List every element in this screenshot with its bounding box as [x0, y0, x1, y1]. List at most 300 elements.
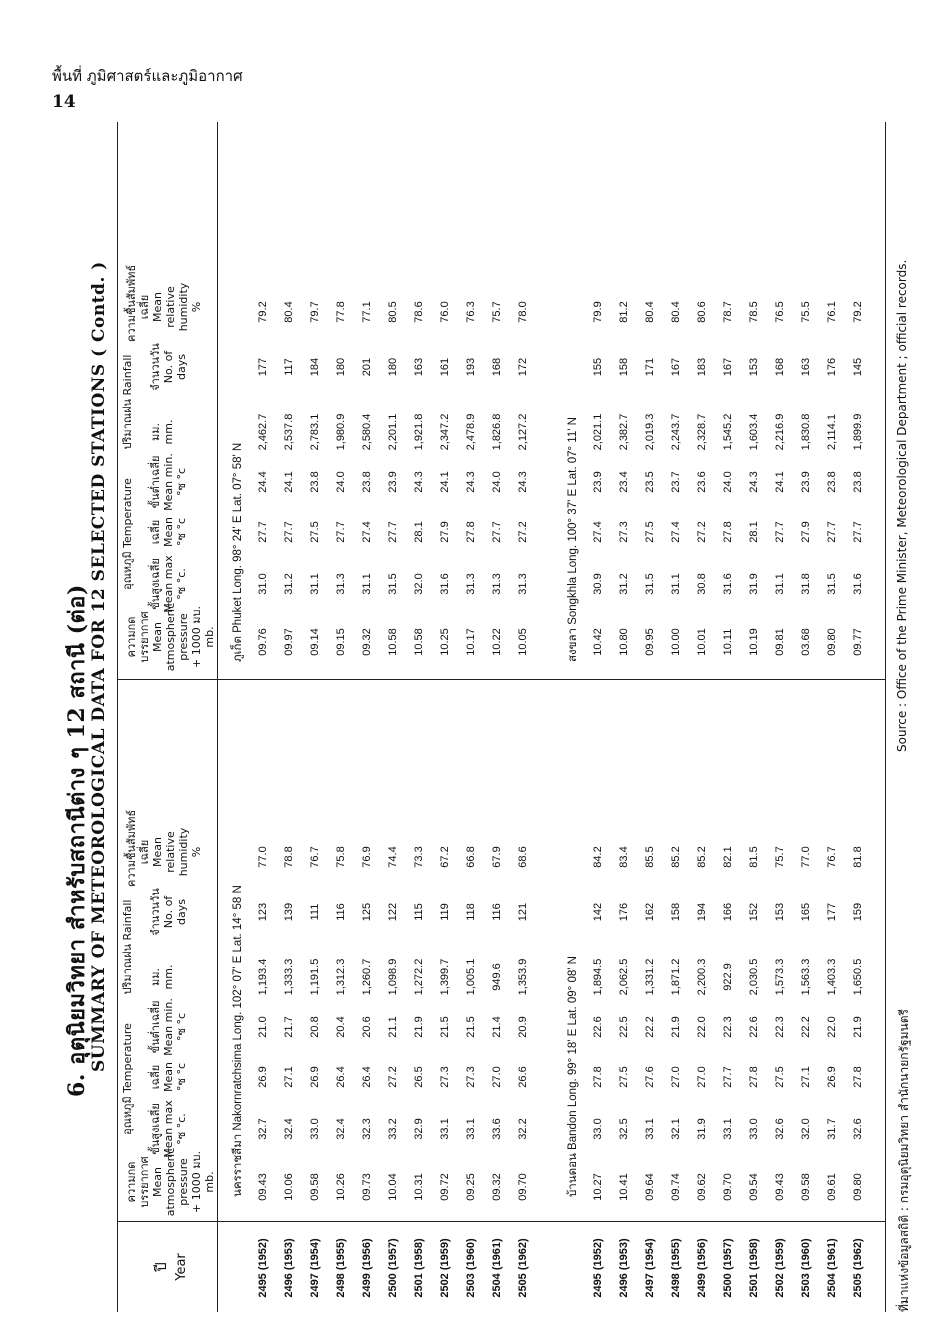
- table-cell: 31.1: [774, 573, 786, 595]
- table-cell: 1,331.2: [644, 958, 656, 996]
- table-cell: 177: [257, 357, 269, 377]
- column-header-line: °ซ °c: [175, 1013, 188, 1042]
- station-label-left: บ้านดอน Bandon Long. 99° 18' E Lat. 09° 08' N: [567, 956, 579, 1197]
- table-cell: 27.8: [722, 521, 734, 543]
- table-cell: 116: [335, 903, 347, 921]
- column-header-line: Mean relative humidity: [151, 282, 190, 332]
- column-header: [125, 809, 203, 887]
- table-cell: 78.7: [722, 301, 734, 323]
- table-cell: 80.4: [670, 301, 682, 323]
- year-divider: [117, 1221, 885, 1222]
- table-cell: 78.0: [517, 301, 529, 323]
- table-cell: 30.9: [592, 573, 604, 595]
- table-cell: 27.7: [852, 521, 864, 543]
- table-cell: 32.5: [618, 1118, 630, 1140]
- station-label-right: ภูเก็ต Phuket Long. 98° 24' E Lat. 07° 58' N: [232, 442, 244, 662]
- table-cell: 139: [283, 902, 295, 922]
- table-cell: 09.81: [774, 628, 786, 656]
- table-cell: 167: [670, 357, 682, 377]
- table-cell: 2,328.7: [696, 413, 708, 451]
- table-cell: 10.11: [722, 628, 734, 656]
- table-cell: 78.8: [283, 846, 295, 868]
- year-cell: 2499 (1956): [696, 1238, 708, 1298]
- table-cell: 32.6: [774, 1118, 786, 1140]
- table-cell: 21.9: [852, 1016, 864, 1038]
- table-cell: 33.0: [309, 1118, 321, 1140]
- column-header-line: เฉลี่ย: [149, 1064, 162, 1090]
- table-cell: 24.0: [722, 471, 734, 493]
- table-cell: 09.43: [774, 1173, 786, 1201]
- table-cell: 31.9: [748, 573, 760, 595]
- table-cell: 27.4: [361, 521, 373, 543]
- table-cell: 85.2: [696, 846, 708, 868]
- table-cell: 10.27: [592, 1173, 604, 1201]
- table-cell: 10.26: [335, 1173, 347, 1201]
- table-cell: 32.4: [335, 1118, 347, 1140]
- table-cell: 31.3: [335, 573, 347, 595]
- table-cell: 09.77: [852, 628, 864, 656]
- year-cell: 2501 (1958): [748, 1238, 760, 1298]
- table-cell: 22.3: [774, 1016, 786, 1038]
- table-cell: 2,537.8: [283, 413, 295, 451]
- table-cell: 09.62: [696, 1173, 708, 1201]
- table-cell: 22.3: [722, 1016, 734, 1038]
- column-header-line: %: [190, 846, 203, 858]
- table-cell: 31.3: [517, 573, 529, 595]
- column-header-line: Mean relative humidity: [151, 827, 190, 877]
- table-cell: 09.64: [644, 1173, 656, 1201]
- table-cell: 1,894.5: [592, 958, 604, 996]
- table-cell: 09.43: [257, 1173, 269, 1201]
- temp-group-header: อุณหภูมิ Temperature: [121, 478, 134, 590]
- table-cell: 22.0: [696, 1016, 708, 1038]
- table-cell: 27.4: [592, 521, 604, 543]
- column-header: [149, 554, 188, 614]
- table-cell: 24.3: [517, 471, 529, 493]
- table-cell: 33.1: [465, 1118, 477, 1140]
- table-cell: 122: [387, 902, 399, 922]
- half-divider: [117, 679, 885, 680]
- page-section-title: พื้นที่ ภูมิศาสตร์และภูมิอากาศ: [52, 67, 243, 85]
- table-cell: 32.6: [852, 1118, 864, 1140]
- table-cell: 76.0: [439, 301, 451, 323]
- table-cell: 168: [491, 357, 503, 377]
- table-cell: 2,243.7: [670, 413, 682, 451]
- table-cell: 115: [413, 903, 425, 921]
- table-cell: 78.6: [413, 301, 425, 323]
- column-header-line: %: [190, 301, 203, 313]
- table-cell: 75.5: [800, 301, 812, 323]
- year-cell: 2504 (1961): [826, 1238, 838, 1298]
- table-footnote: [895, 259, 914, 1312]
- year-cell: 2500 (1957): [722, 1238, 734, 1298]
- column-header: [149, 1099, 188, 1159]
- table-cell: 09.70: [517, 1173, 529, 1201]
- table-cell: 31.2: [618, 573, 630, 595]
- table-cell: 09.70: [722, 1173, 734, 1201]
- column-header-line: ขั้นต่ำเฉลี่ย: [149, 1000, 162, 1054]
- table-cell: 162: [644, 902, 656, 922]
- rain-group-header: ปริมาณฝน Rainfall: [121, 899, 134, 995]
- column-header-line: ความกดบรรยากาศ: [125, 1156, 151, 1208]
- table-cell: 27.3: [465, 1066, 477, 1088]
- table-cell: 10.42: [592, 628, 604, 656]
- table-cell: 32.7: [257, 1118, 269, 1140]
- column-header-line: จำนวนวัน: [149, 888, 162, 936]
- table-cell: 09.14: [309, 628, 321, 656]
- column-header-line: No. of days: [162, 350, 188, 384]
- table-cell: 33.1: [722, 1118, 734, 1140]
- table-bottom-rule: [885, 122, 886, 1312]
- table-cell: 2,216.9: [774, 413, 786, 451]
- table-cell: 26.9: [257, 1066, 269, 1088]
- table-cell: 67.9: [491, 846, 503, 868]
- table-cell: 33.1: [644, 1118, 656, 1140]
- table-cell: 32.2: [517, 1118, 529, 1140]
- table-cell: 176: [826, 357, 838, 377]
- table-cell: 125: [361, 902, 373, 922]
- column-header-line: Mean atmospheric pressure: [151, 1147, 190, 1217]
- table-cell: 27.7: [387, 521, 399, 543]
- table-cell: 67.2: [439, 846, 451, 868]
- column-header-line: Mean min.: [162, 453, 175, 511]
- table-cell: 31.5: [826, 573, 838, 595]
- table-cell: 27.7: [722, 1066, 734, 1088]
- table-cell: 76.7: [826, 846, 838, 868]
- table-cell: 09.76: [257, 628, 269, 656]
- table-cell: 155: [592, 357, 604, 377]
- table-cell: 09.97: [283, 628, 295, 656]
- table-cell: 2,201.1: [387, 413, 399, 451]
- table-cell: 27.9: [439, 521, 451, 543]
- table-cell: 31.1: [670, 573, 682, 595]
- table-cell: 172: [517, 357, 529, 377]
- table-cell: 31.6: [439, 573, 451, 595]
- column-header: [149, 947, 175, 1007]
- year-cell: 2496 (1953): [618, 1238, 630, 1298]
- table-cell: 27.7: [774, 521, 786, 543]
- column-header-line: Mean max: [162, 1100, 175, 1158]
- table-cell: 20.6: [361, 1016, 373, 1038]
- year-cell: 2502 (1959): [774, 1238, 786, 1298]
- table-cell: 21.5: [465, 1016, 477, 1038]
- table-cell: 09.32: [361, 628, 373, 656]
- table-title-thai: 6. อุตุนิยมวิทยา สำหรับสถานีต่าง ๆ 12 สถานี (ต่อ): [64, 584, 90, 1097]
- table-cell: 118: [465, 903, 477, 921]
- table-cell: 23.8: [826, 471, 838, 493]
- table-cell: 158: [670, 902, 682, 922]
- table-cell: 77.0: [800, 846, 812, 868]
- table-cell: 27.3: [618, 521, 630, 543]
- table-cell: 28.1: [748, 521, 760, 543]
- table-cell: 201: [361, 357, 373, 377]
- table-cell: 09.61: [826, 1173, 838, 1201]
- year-cell: 2504 (1961): [491, 1238, 503, 1298]
- table-cell: 31.1: [309, 573, 321, 595]
- table-cell: 33.1: [439, 1118, 451, 1140]
- column-header-line: ขั้นสูงเฉลี่ย: [149, 1103, 162, 1155]
- table-cell: 81.5: [748, 846, 760, 868]
- table-cell: 80.4: [644, 301, 656, 323]
- column-header-line: Mean: [162, 517, 175, 547]
- table-cell: 2,580.4: [361, 413, 373, 451]
- table-cell: 09.58: [309, 1173, 321, 1201]
- column-header-line: mm.: [162, 419, 175, 445]
- column-header: [149, 882, 188, 942]
- table-cell: 180: [335, 357, 347, 377]
- table-cell: 168: [774, 357, 786, 377]
- table-cell: 116: [491, 903, 503, 921]
- table-cell: 22.6: [748, 1016, 760, 1038]
- table-cell: 33.0: [748, 1118, 760, 1140]
- table-cell: 1,980.9: [335, 413, 347, 451]
- table-cell: 2,021.1: [592, 413, 604, 451]
- table-cell: 2,114.1: [826, 414, 838, 450]
- table-cell: 121: [517, 902, 529, 922]
- table-cell: 1,312.3: [335, 958, 347, 996]
- table-cell: 24.0: [335, 471, 347, 493]
- table-cell: 27.4: [670, 521, 682, 543]
- table-cell: 24.3: [413, 471, 425, 493]
- table-cell: 09.80: [826, 628, 838, 656]
- table-cell: 31.6: [852, 573, 864, 595]
- table-cell: 10.25: [439, 628, 451, 656]
- table-cell: 31.5: [387, 573, 399, 595]
- column-header-line: มม.: [149, 423, 162, 441]
- column-header-line: °ซ °c: [175, 518, 188, 547]
- page-number: 14: [52, 92, 76, 112]
- table-cell: 80.4: [283, 301, 295, 323]
- table-cell: 1,403.3: [826, 958, 838, 996]
- column-header-line: °ซ °c: [175, 1063, 188, 1092]
- table-cell: 2,062.5: [618, 958, 630, 996]
- table-cell: 23.9: [387, 471, 399, 493]
- table-cell: 09.15: [335, 628, 347, 656]
- column-header-line: เฉลี่ย: [149, 519, 162, 545]
- footnote-source: Source : Office of the Prime Minister, Meteorological Department ; official records.: [895, 259, 909, 752]
- table-cell: 167: [722, 357, 734, 377]
- table-cell: 1,899.9: [852, 413, 864, 451]
- table-cell: 26.5: [413, 1066, 425, 1088]
- table-cell: 21.9: [670, 1016, 682, 1038]
- table-cell: 2,783.1: [309, 413, 321, 451]
- table-cell: 176: [618, 902, 630, 922]
- table-cell: 10.06: [283, 1173, 295, 1201]
- table-cell: 68.6: [517, 846, 529, 868]
- year-cell: 2501 (1958): [413, 1238, 425, 1298]
- table-cell: 21.9: [413, 1016, 425, 1038]
- year-cell: 2498 (1955): [670, 1238, 682, 1298]
- table-cell: 1,871.2: [670, 958, 682, 996]
- rotated-table-page: [47, 122, 912, 1312]
- table-cell: 09.80: [852, 1173, 864, 1201]
- table-cell: 27.0: [491, 1066, 503, 1088]
- table-cell: 27.2: [387, 1066, 399, 1088]
- table-cell: 27.7: [283, 521, 295, 543]
- year-cell: 2499 (1956): [361, 1238, 373, 1298]
- table-cell: 158: [618, 357, 630, 377]
- table-cell: 23.5: [644, 471, 656, 493]
- table-cell: 163: [800, 357, 812, 377]
- table-cell: 27.2: [696, 521, 708, 543]
- table-cell: 76.7: [309, 846, 321, 868]
- table-cell: 31.1: [361, 573, 373, 595]
- table-cell: 21.5: [439, 1016, 451, 1038]
- table-cell: 27.5: [774, 1066, 786, 1088]
- year-cell: 2505 (1962): [517, 1238, 529, 1298]
- year-cell: 2503 (1960): [465, 1238, 477, 1298]
- table-cell: 31.6: [722, 573, 734, 595]
- column-header-line: ความกดบรรยากาศ: [125, 611, 151, 663]
- table-cell: 2,127.2: [517, 413, 529, 451]
- table-cell: 78.5: [748, 301, 760, 323]
- table-cell: 32.3: [361, 1118, 373, 1140]
- table-cell: 10.58: [413, 628, 425, 656]
- table-cell: 09.73: [361, 1173, 373, 1201]
- table-cell: 24.1: [774, 471, 786, 493]
- table-cell: 73.3: [413, 846, 425, 868]
- table-cell: 23.9: [592, 471, 604, 493]
- table-cell: 21.0: [257, 1016, 269, 1038]
- table-cell: 27.0: [696, 1066, 708, 1088]
- table-cell: 2,462.7: [257, 413, 269, 451]
- table-cell: 1,563.3: [800, 958, 812, 996]
- table-cell: 83.4: [618, 846, 630, 868]
- table-cell: 1,650.5: [852, 958, 864, 996]
- table-cell: 80.5: [387, 301, 399, 323]
- table-cell: 184: [309, 357, 321, 377]
- table-cell: 27.5: [644, 521, 656, 543]
- table-cell: 1,005.1: [465, 958, 477, 996]
- column-header-line: มม.: [149, 968, 162, 986]
- table-cell: 85.2: [670, 846, 682, 868]
- column-header: [125, 264, 203, 342]
- table-cell: 194: [696, 902, 708, 922]
- table-cell: 180: [387, 357, 399, 377]
- table-cell: 81.8: [852, 846, 864, 868]
- table-cell: 28.1: [413, 521, 425, 543]
- table-cell: 23.4: [618, 471, 630, 493]
- year-cell: 2495 (1952): [592, 1238, 604, 1298]
- table-cell: 10.31: [413, 1173, 425, 1201]
- table-cell: 2,019.3: [644, 413, 656, 451]
- column-header: [149, 337, 188, 397]
- table-cell: 145: [852, 357, 864, 377]
- table-cell: 10.17: [465, 628, 477, 656]
- table-cell: 77.1: [361, 301, 373, 323]
- table-cell: 27.7: [491, 521, 503, 543]
- table-cell: 24.1: [283, 471, 295, 493]
- table-cell: 31.3: [465, 573, 477, 595]
- table-cell: 177: [826, 902, 838, 922]
- table-cell: 1,830.8: [800, 413, 812, 451]
- table-cell: 76.9: [361, 846, 373, 868]
- table-cell: 142: [592, 902, 604, 922]
- table-cell: 32.9: [413, 1118, 425, 1140]
- table-cell: 27.8: [592, 1066, 604, 1088]
- table-cell: 31.2: [283, 573, 295, 595]
- station-label-right: สงขลา Songkhla Long. 100° 37' E Lat. 07° 11' N: [567, 417, 579, 662]
- table-cell: 03.68: [800, 628, 812, 656]
- table-cell: 77.8: [335, 301, 347, 323]
- table-cell: 76.3: [465, 301, 477, 323]
- table-cell: 33.0: [592, 1118, 604, 1140]
- column-header-line: Mean atmospheric pressure: [151, 602, 190, 672]
- table-cell: 949.6: [491, 963, 503, 991]
- table-cell: 1,260.7: [361, 958, 373, 996]
- table-cell: 32.4: [283, 1118, 295, 1140]
- table-cell: 1,545.2: [722, 413, 734, 451]
- table-cell: 26.4: [335, 1066, 347, 1088]
- table-cell: 2,030.5: [748, 958, 760, 996]
- table-cell: 26.6: [517, 1066, 529, 1088]
- table-cell: 153: [748, 357, 760, 377]
- column-header: [149, 402, 175, 462]
- table-cell: 10.22: [491, 628, 503, 656]
- table-cell: 27.8: [852, 1066, 864, 1088]
- column-header-line: ขั้นต่ำเฉลี่ย: [149, 455, 162, 509]
- column-header-line: + 1000 มบ. mb.: [190, 1151, 216, 1213]
- table-cell: 1,333.3: [283, 958, 295, 996]
- table-cell: 75.8: [335, 846, 347, 868]
- table-cell: 84.2: [592, 846, 604, 868]
- header-top-rule: [117, 122, 118, 1312]
- table-cell: 119: [439, 903, 451, 921]
- table-cell: 22.2: [800, 1016, 812, 1038]
- table-cell: 75.7: [491, 301, 503, 323]
- table-cell: 1,826.8: [491, 413, 503, 451]
- table-cell: 24.4: [257, 471, 269, 493]
- table-cell: 165: [800, 902, 812, 922]
- year-header-thai: ปี: [152, 1262, 170, 1272]
- table-cell: 2,478.9: [465, 413, 477, 451]
- table-cell: 22.0: [826, 1016, 838, 1038]
- column-header-line: + 1000 มบ. mb.: [190, 606, 216, 668]
- table-cell: 2,382.7: [618, 413, 630, 451]
- table-cell: 922.9: [722, 963, 734, 991]
- table-cell: 20.8: [309, 1016, 321, 1038]
- table-cell: 20.9: [517, 1016, 529, 1038]
- column-header-line: Mean min.: [162, 998, 175, 1056]
- table-cell: 166: [722, 902, 734, 922]
- year-cell: 2497 (1954): [309, 1238, 321, 1298]
- table-cell: 31.3: [491, 573, 503, 595]
- table-cell: 31.0: [257, 573, 269, 595]
- table-cell: 81.2: [618, 301, 630, 323]
- table-cell: 85.5: [644, 846, 656, 868]
- table-cell: 27.8: [748, 1066, 760, 1088]
- table-cell: 24.1: [439, 471, 451, 493]
- table-cell: 31.5: [644, 573, 656, 595]
- table-cell: 1,399.7: [439, 958, 451, 996]
- column-header-line: Mean: [162, 1062, 175, 1092]
- table-cell: 79.9: [592, 301, 604, 323]
- table-cell: 10.04: [387, 1173, 399, 1201]
- table-cell: 66.8: [465, 846, 477, 868]
- table-cell: 27.2: [517, 521, 529, 543]
- table-cell: 33.2: [387, 1118, 399, 1140]
- table-cell: 24.0: [491, 471, 503, 493]
- table-cell: 26.9: [826, 1066, 838, 1088]
- table-cell: 1,272.2: [413, 958, 425, 996]
- table-cell: 74.4: [387, 846, 399, 868]
- table-cell: 1,191.5: [309, 958, 321, 996]
- table-cell: 22.6: [592, 1016, 604, 1038]
- table-cell: 27.7: [335, 521, 347, 543]
- column-header-line: °ซ °c.: [175, 568, 188, 600]
- table-cell: 79.7: [309, 301, 321, 323]
- table-cell: 31.7: [826, 1118, 838, 1140]
